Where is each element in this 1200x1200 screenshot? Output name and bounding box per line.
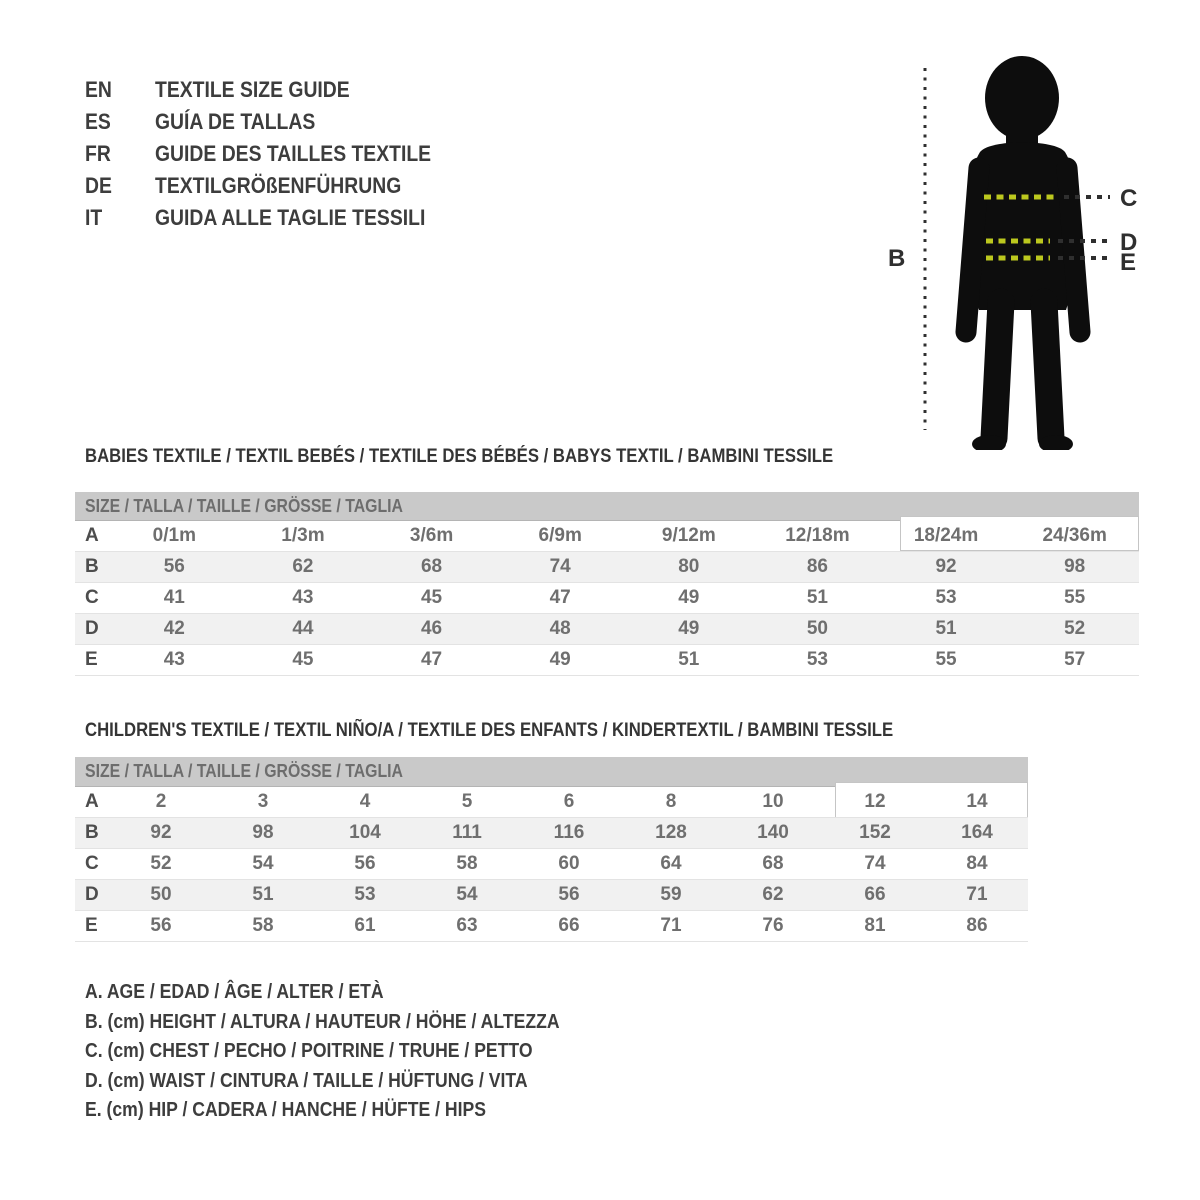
table-cell: 8	[665, 791, 677, 812]
language-row	[85, 106, 469, 138]
table-cell: 50	[806, 618, 828, 639]
table-cell: 111	[452, 822, 482, 843]
table-cell: 43	[292, 587, 314, 608]
language-code: ES	[85, 109, 111, 134]
children-section-heading: CHILDREN'S TEXTILE / TEXTIL NIÑO/A / TEXTILE DES ENFANTS / KINDERTEXTIL / BAMBINI TESSILE	[85, 720, 894, 741]
table-cell: 71	[966, 884, 988, 905]
table-cell: 66	[864, 884, 886, 905]
language-code: DE	[85, 173, 112, 198]
table-cell: 74	[549, 556, 571, 577]
language-title-block	[85, 74, 469, 234]
table-cell: 59	[660, 884, 682, 905]
table-cell: 62	[292, 556, 314, 577]
table-cell: 81	[864, 915, 886, 936]
child-measurement-figure	[880, 40, 1180, 450]
language-code: IT	[85, 205, 103, 230]
guide-title: GUIDA ALLE TAGLIE TESSILI	[155, 205, 426, 230]
table-cell: 52	[1064, 618, 1086, 639]
table-cell: 42	[163, 618, 185, 639]
table-cell: 98	[252, 822, 274, 843]
table-cell: 56	[558, 884, 580, 905]
table-cell: 92	[935, 556, 957, 577]
row-label: B	[85, 556, 99, 577]
table-row	[75, 880, 1028, 911]
table-cell: 68	[762, 853, 784, 874]
babies-size-table	[75, 492, 1139, 676]
table-cell: 0/1m	[152, 525, 196, 546]
table-row	[75, 552, 1139, 583]
table-row	[75, 521, 1139, 552]
table-cell: 56	[163, 556, 185, 577]
table-row	[75, 583, 1139, 614]
row-label: C	[85, 853, 99, 874]
waist-label: D	[1120, 229, 1138, 256]
guide-title: GUIDE DES TAILLES TEXTILE	[155, 141, 432, 166]
table-row	[75, 818, 1028, 849]
table-cell: 54	[252, 853, 274, 874]
row-label: E	[85, 915, 98, 936]
babies-section-heading: BABIES TEXTILE / TEXTIL BEBÉS / TEXTILE DES BÉBÉS / BABYS TEXTIL / BAMBINI TESSILE	[85, 446, 834, 467]
hip-label: E	[1120, 249, 1137, 276]
table-cell: 41	[163, 587, 185, 608]
table-row	[75, 614, 1139, 645]
table-cell: 58	[456, 853, 478, 874]
language-code: EN	[85, 77, 112, 102]
table-cell: 63	[456, 915, 478, 936]
table-cell: 53	[354, 884, 376, 905]
table-cell: 3/6m	[409, 525, 454, 546]
table-cell: 56	[354, 853, 376, 874]
table-cell: 80	[678, 556, 700, 577]
table-cell: 164	[961, 822, 993, 843]
size-header-label: SIZE / TALLA / TAILLE / GRÖSSE / TAGLIA	[85, 495, 403, 516]
language-code: FR	[85, 141, 111, 166]
table-cell: 84	[966, 853, 988, 874]
row-label: A	[85, 791, 99, 812]
legend-item: B. (cm) HEIGHT / ALTURA / HAUTEUR / HÖHE / ALTEZZA	[85, 1010, 560, 1033]
table-cell: 6/9m	[538, 525, 582, 546]
table-cell: 49	[678, 618, 700, 639]
table-cell: 47	[549, 587, 571, 608]
table-cell: 61	[354, 915, 376, 936]
table-cell: 68	[420, 556, 443, 577]
table-row	[75, 849, 1028, 880]
language-row	[85, 202, 469, 234]
language-row	[85, 170, 469, 202]
table-cell: 54	[456, 884, 478, 905]
guide-title: TEXTILE SIZE GUIDE	[155, 77, 350, 102]
table-cell: 66	[558, 915, 580, 936]
row-label: E	[85, 649, 98, 670]
table-cell: 58	[252, 915, 274, 936]
legend-item: C. (cm) CHEST / PECHO / POITRINE / TRUHE / PETTO	[85, 1040, 533, 1063]
table-cell: 9/12m	[661, 525, 716, 546]
table-cell: 12/18m	[785, 525, 850, 546]
row-label: D	[85, 618, 99, 639]
table-cell: 51	[935, 618, 957, 639]
table-cell: 10	[762, 791, 784, 812]
table-cell: 57	[1064, 649, 1086, 670]
measurement-legend	[85, 978, 624, 1126]
table-row	[75, 911, 1028, 942]
row-label: C	[85, 587, 99, 608]
legend-item: A. AGE / EDAD / ÂGE / ALTER / ETÀ	[85, 981, 384, 1004]
table-cell: 64	[660, 853, 682, 874]
table-cell: 62	[762, 884, 784, 905]
table-cell: 43	[163, 649, 185, 670]
table-cell: 1/3m	[281, 525, 325, 546]
table-cell: 47	[420, 649, 443, 670]
table-cell: 86	[966, 915, 988, 936]
height-label: B	[888, 245, 906, 272]
table-cell: 4	[359, 791, 371, 812]
table-cell: 12	[864, 791, 886, 812]
table-cell: 60	[558, 853, 580, 874]
table-cell: 55	[1064, 587, 1086, 608]
chest-label: C	[1120, 185, 1138, 212]
table-cell: 140	[757, 822, 789, 843]
table-cell: 51	[806, 587, 828, 608]
table-cell: 24/36m	[1042, 525, 1107, 546]
table-cell: 6	[563, 791, 575, 812]
table-cell: 2	[155, 791, 167, 812]
size-header-label: SIZE / TALLA / TAILLE / GRÖSSE / TAGLIA	[85, 761, 403, 781]
table-cell: 74	[864, 853, 886, 874]
table-cell: 45	[292, 649, 314, 670]
table-cell: 152	[859, 822, 891, 843]
table-cell: 86	[806, 556, 828, 577]
legend-item: E. (cm) HIP / CADERA / HANCHE / HÜFTE / HIPS	[85, 1099, 486, 1122]
legend-item: D. (cm) WAIST / CINTURA / TAILLE / HÜFTUNG / VITA	[85, 1069, 528, 1092]
table-cell: 45	[420, 587, 443, 608]
language-row	[85, 138, 469, 170]
table-cell: 44	[292, 618, 314, 639]
table-cell: 92	[150, 822, 172, 843]
table-cell: 56	[150, 915, 172, 936]
table-cell: 14	[966, 791, 988, 812]
table-cell: 76	[762, 915, 784, 936]
row-label: A	[85, 525, 99, 546]
table-cell: 18/24m	[913, 525, 979, 546]
table-cell: 46	[420, 618, 443, 639]
table-cell: 49	[678, 587, 700, 608]
children-size-table	[75, 757, 1028, 942]
table-cell: 71	[660, 915, 682, 936]
table-cell: 49	[549, 649, 571, 670]
table-cell: 50	[150, 884, 172, 905]
table-cell: 128	[655, 822, 687, 843]
table-cell: 55	[935, 649, 957, 670]
guide-title: GUÍA DE TALLAS	[155, 109, 316, 134]
table-cell: 104	[349, 822, 381, 843]
child-silhouette-icon	[880, 40, 1180, 450]
row-label: D	[85, 884, 99, 905]
table-cell: 51	[678, 649, 700, 670]
row-label: B	[85, 822, 99, 843]
table-row	[75, 645, 1139, 676]
table-row	[75, 787, 1028, 818]
table-cell: 51	[252, 884, 274, 905]
table-cell: 53	[935, 587, 957, 608]
guide-title: TEXTILGRÖßENFÜHRUNG	[155, 173, 402, 198]
table-cell: 52	[150, 853, 172, 874]
table-cell: 53	[806, 649, 828, 670]
table-cell: 116	[553, 822, 585, 843]
table-cell: 3	[257, 791, 269, 812]
table-cell: 48	[549, 618, 571, 639]
table-cell: 5	[461, 791, 473, 812]
silhouette-body	[966, 56, 1080, 450]
language-row	[85, 74, 469, 106]
table-cell: 98	[1064, 556, 1086, 577]
